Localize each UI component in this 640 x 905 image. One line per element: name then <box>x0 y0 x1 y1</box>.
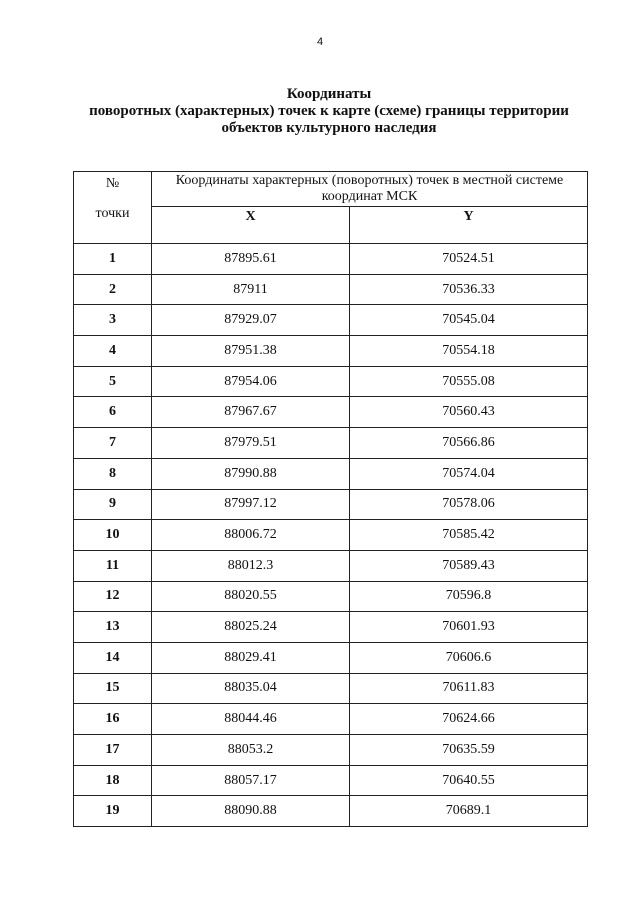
y-coordinate-cell: 70578.06 <box>350 489 588 520</box>
table-row <box>74 397 588 428</box>
table-row <box>74 458 588 489</box>
point-number-cell: 2 <box>74 274 152 305</box>
y-coordinate-cell: 70624.66 <box>350 704 588 735</box>
table-row <box>74 428 588 459</box>
table-row <box>74 612 588 643</box>
x-coordinate-cell: 88025.24 <box>152 612 350 643</box>
point-number-cell: 13 <box>74 612 152 643</box>
point-number-cell: 15 <box>74 673 152 704</box>
y-coordinate-cell: 70589.43 <box>350 550 588 581</box>
number-sign: № <box>105 176 120 191</box>
x-coordinate-cell: 88006.72 <box>152 520 350 551</box>
point-number-cell: 18 <box>74 765 152 796</box>
point-number-cell: 10 <box>74 520 152 551</box>
y-coordinate-cell: 70585.42 <box>350 520 588 551</box>
y-coordinate-cell: 70566.86 <box>350 428 588 459</box>
point-number-cell: 5 <box>74 366 152 397</box>
point-number-cell: 3 <box>74 305 152 336</box>
y-coordinate-cell: 70545.04 <box>350 305 588 336</box>
point-number-cell: 6 <box>74 397 152 428</box>
y-coordinate-cell: 70606.6 <box>350 642 588 673</box>
point-number-cell: 4 <box>74 336 152 367</box>
point-number-cell: 16 <box>74 704 152 735</box>
y-coordinate-cell: 70555.08 <box>350 366 588 397</box>
y-coordinate-cell: 70689.1 <box>350 796 588 827</box>
y-coordinate-cell: 70560.43 <box>350 397 588 428</box>
table-row <box>74 704 588 735</box>
point-number-cell: 14 <box>74 642 152 673</box>
y-coordinate-cell: 70536.33 <box>350 274 588 305</box>
point-number-cell: 12 <box>74 581 152 612</box>
table-row <box>74 366 588 397</box>
table-row <box>74 274 588 305</box>
table-row <box>74 244 588 275</box>
table-row <box>74 796 588 827</box>
point-number-cell: 1 <box>74 244 152 275</box>
y-coordinate-cell: 70640.55 <box>350 765 588 796</box>
table-row <box>74 550 588 581</box>
title-line-3: объектов культурного наследия <box>221 120 437 136</box>
table-row <box>74 305 588 336</box>
title-line-1: Координаты <box>286 86 372 102</box>
table-row <box>74 581 588 612</box>
coordinates-table <box>73 171 588 827</box>
x-coordinate-cell: 87954.06 <box>152 366 350 397</box>
table-row <box>74 673 588 704</box>
table-body <box>74 244 588 827</box>
x-coordinate-cell: 88053.2 <box>152 735 350 766</box>
y-coordinate-cell: 70524.51 <box>350 244 588 275</box>
y-coordinate-cell: 70635.59 <box>350 735 588 766</box>
x-column-header: X <box>152 207 350 244</box>
x-coordinate-cell: 87929.07 <box>152 305 350 336</box>
x-coordinate-cell: 88057.17 <box>152 765 350 796</box>
x-coordinate-cell: 87967.67 <box>152 397 350 428</box>
page-number: 4 <box>316 36 324 48</box>
point-number-cell: 19 <box>74 796 152 827</box>
coordinates-group-header: Координаты характерных (поворотных) точек в местной системе координат МСК <box>152 172 588 207</box>
table-row <box>74 642 588 673</box>
x-coordinate-cell: 88035.04 <box>152 673 350 704</box>
y-coordinate-cell: 70574.04 <box>350 458 588 489</box>
table-row <box>74 336 588 367</box>
x-coordinate-cell: 88044.46 <box>152 704 350 735</box>
y-coordinate-cell: 70596.8 <box>350 581 588 612</box>
point-number-cell: 11 <box>74 550 152 581</box>
x-coordinate-cell: 88020.55 <box>152 581 350 612</box>
y-coordinate-cell: 70611.83 <box>350 673 588 704</box>
x-coordinate-cell: 88029.41 <box>152 642 350 673</box>
y-coordinate-cell: 70554.18 <box>350 336 588 367</box>
table-row <box>74 735 588 766</box>
point-number-cell: 8 <box>74 458 152 489</box>
table-row <box>74 520 588 551</box>
x-coordinate-cell: 87911 <box>152 274 350 305</box>
point-number-cell: 9 <box>74 489 152 520</box>
title-line-2: поворотных (характерных) точек к карте (схеме) границы территории <box>89 103 569 119</box>
x-coordinate-cell: 87990.88 <box>152 458 350 489</box>
y-coordinate-cell: 70601.93 <box>350 612 588 643</box>
point-number-cell: 17 <box>74 735 152 766</box>
y-column-header: Y <box>350 207 588 244</box>
x-coordinate-cell: 87997.12 <box>152 489 350 520</box>
table-row <box>74 765 588 796</box>
x-coordinate-cell: 88090.88 <box>152 796 350 827</box>
x-coordinate-cell: 87979.51 <box>152 428 350 459</box>
x-coordinate-cell: 88012.3 <box>152 550 350 581</box>
x-coordinate-cell: 87951.38 <box>152 336 350 367</box>
point-number-header <box>74 172 152 244</box>
x-coordinate-cell: 87895.61 <box>152 244 350 275</box>
point-label: точки <box>95 206 130 221</box>
table-row <box>74 489 588 520</box>
point-number-cell: 7 <box>74 428 152 459</box>
document-title <box>40 86 618 137</box>
